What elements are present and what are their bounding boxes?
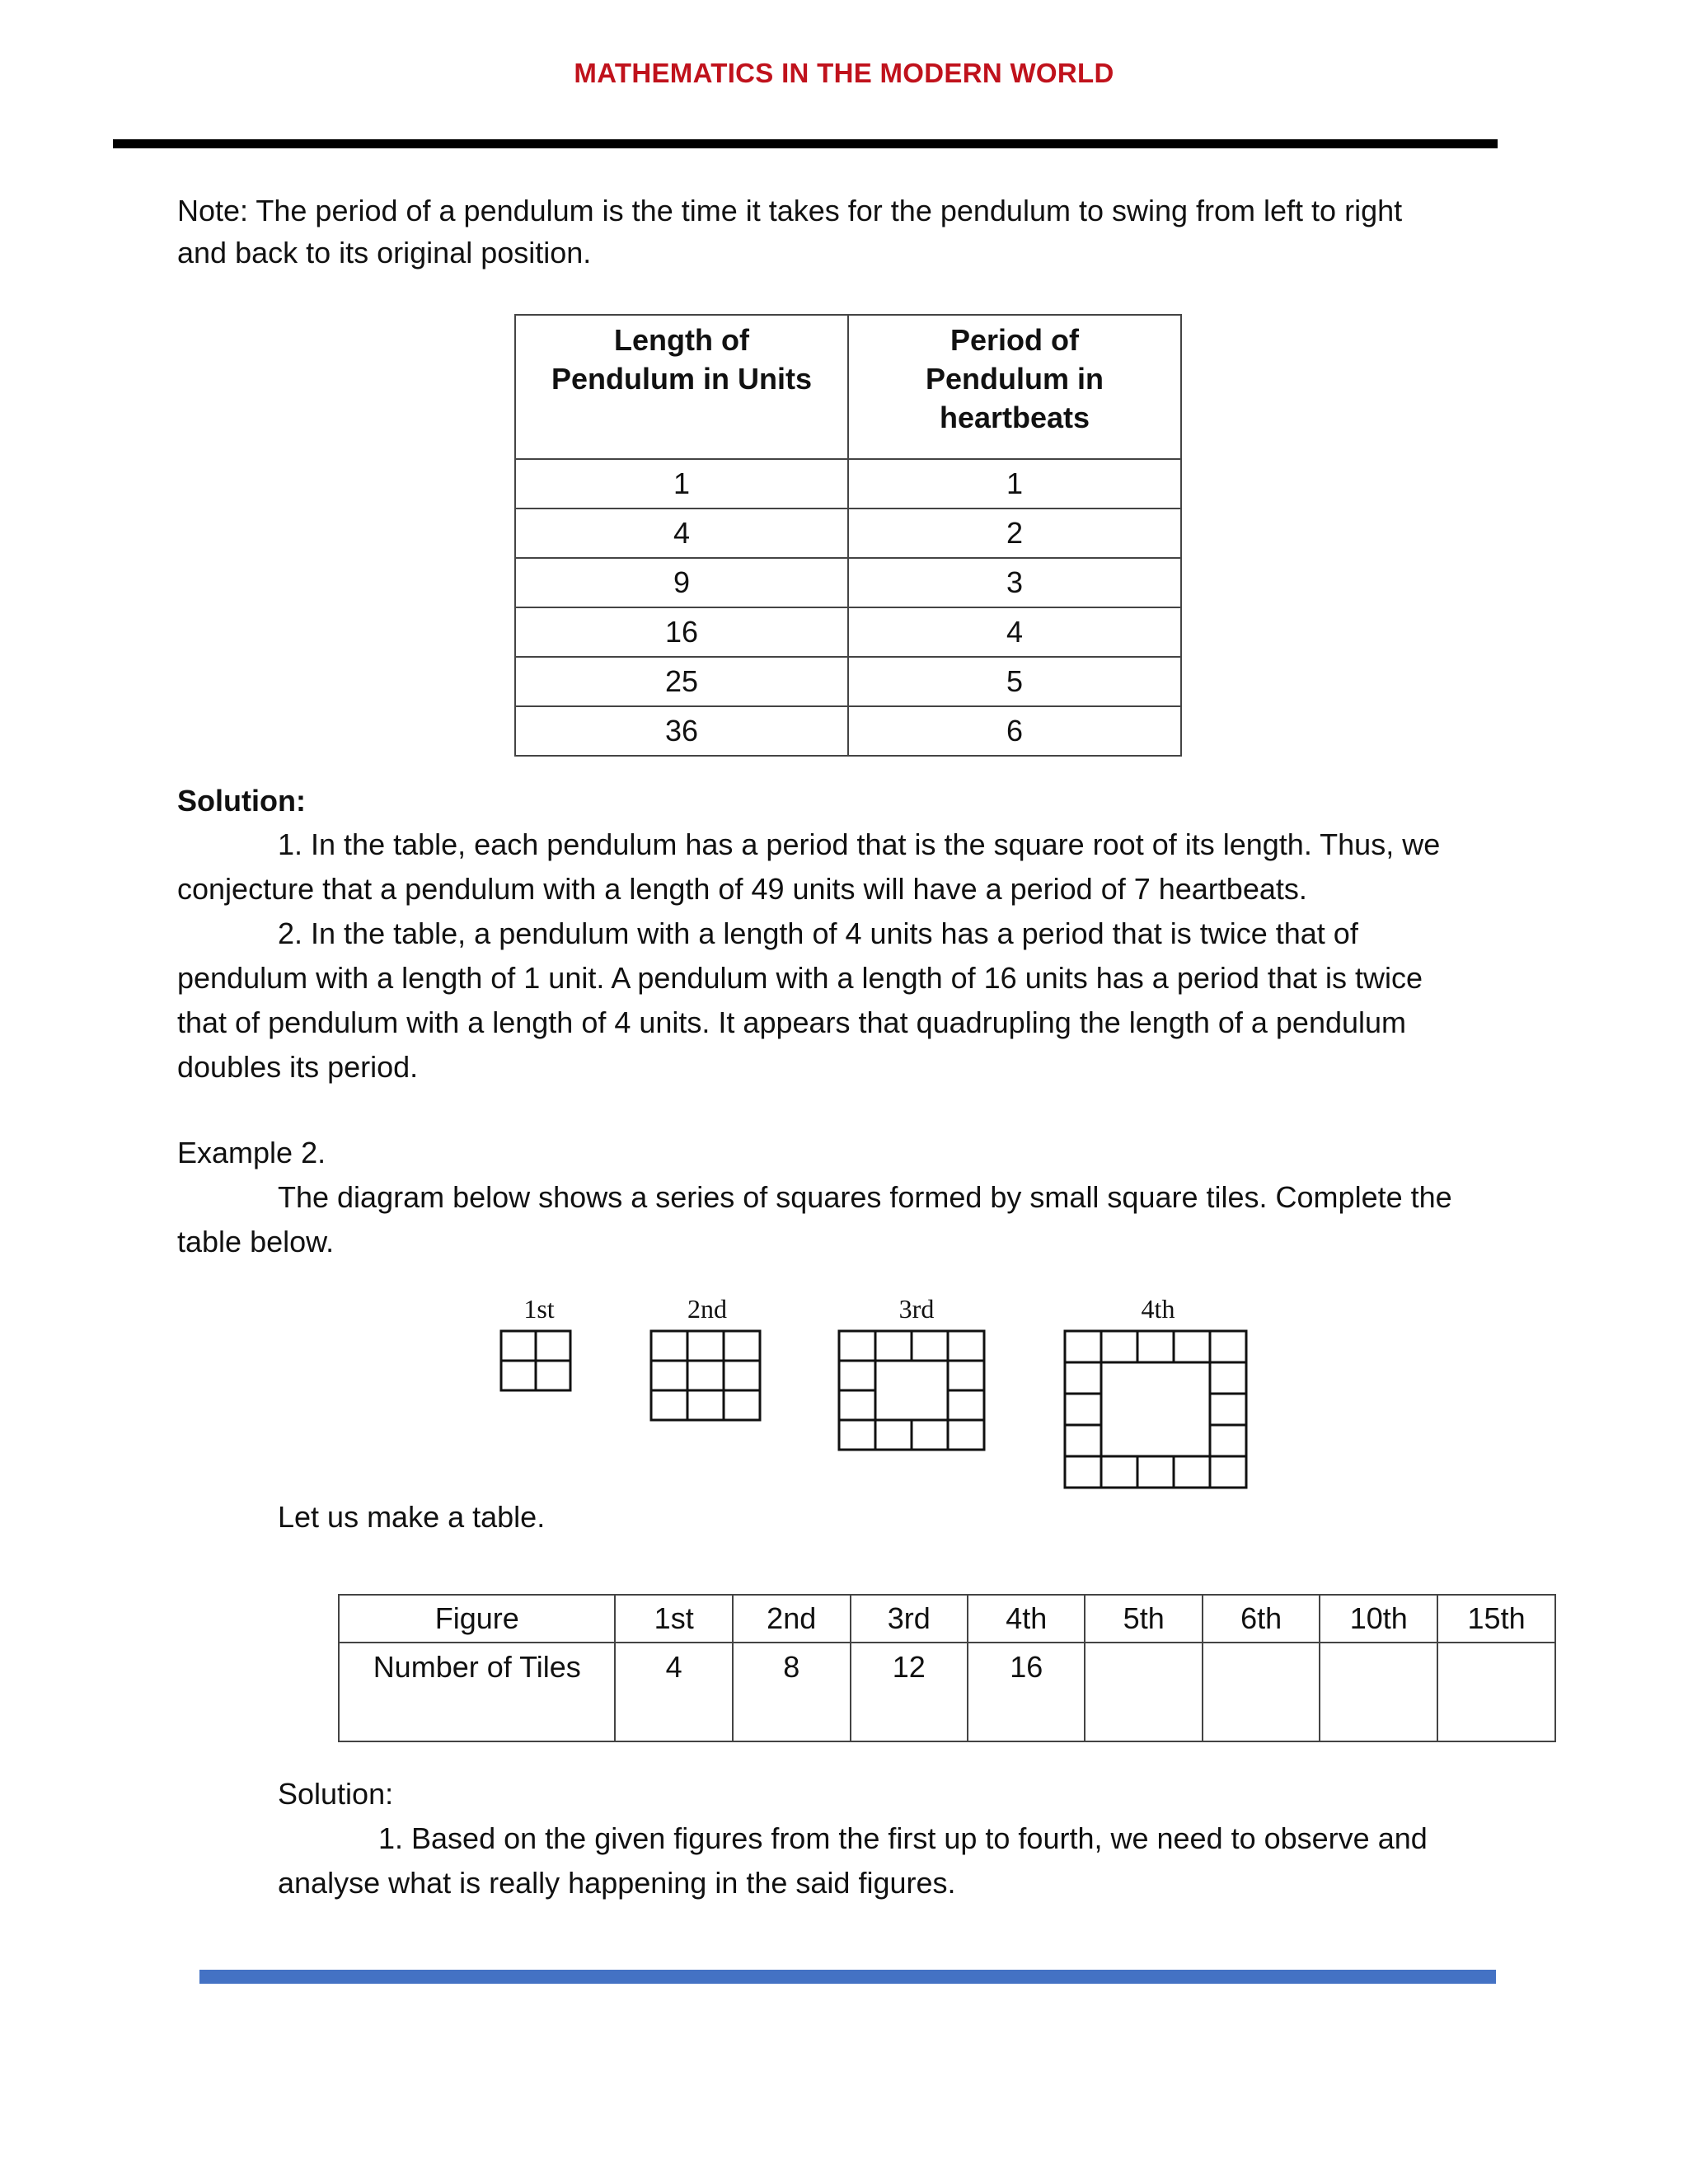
table-row [515, 509, 1181, 558]
pendulum-table [514, 314, 1182, 757]
period-cell: 4 [848, 607, 1181, 657]
figure-2nd [651, 1331, 760, 1420]
solution-line: 1. In the table, each pendulum has a period that is the square root of its length. Thus, we [278, 827, 1441, 861]
period-cell: 2 [848, 509, 1181, 558]
period-cell: 6 [848, 706, 1181, 756]
solution-line: that of pendulum with a length of 4 units. It appears that quadrupling the length of a pendulum [177, 1005, 1407, 1039]
figure-3rd [839, 1331, 984, 1450]
length-cell: 4 [515, 509, 848, 558]
solution-line: 2. In the table, a pendulum with a length of 4 units has a period that is twice that of [278, 916, 1358, 950]
header-rule [113, 139, 1498, 148]
tiles-header-cell: Number of Tiles [339, 1643, 615, 1741]
tiles-count-cell: 4 [615, 1643, 732, 1741]
tiles-count-cell: 16 [968, 1643, 1085, 1741]
tiles-count-cell [1085, 1643, 1202, 1741]
figure-cell: 6th [1203, 1595, 1320, 1643]
figure-cell: 4th [968, 1595, 1085, 1643]
solution2-line: analyse what is really happening in the said figures. [278, 1866, 956, 1900]
tiles-count-cell [1320, 1643, 1437, 1741]
figure-4th [1065, 1331, 1246, 1488]
footer-rule [199, 1970, 1496, 1984]
solution-line: conjecture that a pendulum with a length of 49 units will have a period of 7 heartbeats. [177, 872, 1307, 906]
table-row [515, 657, 1181, 706]
note-line-2: and back to its original position. [177, 236, 592, 269]
page-header-title: MATHEMATICS IN THE MODERN WORLD [574, 58, 1114, 88]
solution2-heading: Solution: [278, 1777, 394, 1811]
tiles-table [338, 1594, 1556, 1742]
figure-cell: 5th [1085, 1595, 1202, 1643]
table-row [339, 1595, 1555, 1643]
tiles-count-cell: 8 [733, 1643, 851, 1741]
tile-figures-diagram [486, 1306, 1261, 1492]
header-period-line: heartbeats [939, 401, 1090, 434]
make-table-text: Let us make a table. [278, 1500, 546, 1534]
table-row [339, 1643, 1555, 1741]
pendulum-table-header [515, 315, 1181, 459]
tiles-count-cell [1437, 1643, 1555, 1741]
length-cell: 36 [515, 706, 848, 756]
tiles-count-cell [1203, 1643, 1320, 1741]
figure-label-1st: 1st [523, 1294, 555, 1324]
figure-label-3rd: 3rd [898, 1294, 935, 1324]
figure-1st [501, 1331, 570, 1390]
example-heading: Example 2. [177, 1136, 326, 1169]
solution2-line: 1. Based on the given figures from the first up to fourth, we need to observe and [378, 1821, 1428, 1855]
note-line-1: Note: The period of a pendulum is the time it takes for the pendulum to swing from left to right [177, 194, 1403, 227]
table-row [515, 558, 1181, 607]
example-line: table below. [177, 1225, 335, 1258]
solution-line: doubles its period. [177, 1050, 419, 1084]
figure-label-4th: 4th [1141, 1294, 1175, 1324]
header-period-line: Period of [950, 323, 1079, 357]
figure-cell: 10th [1320, 1595, 1437, 1643]
header-length [515, 315, 848, 459]
solution-line: pendulum with a length of 1 unit. A pendulum with a length of 16 units has a period that is twice [177, 961, 1423, 995]
header-length-line: Pendulum in Units [551, 362, 812, 396]
figure-cell: 2nd [733, 1595, 851, 1643]
length-cell: 9 [515, 558, 848, 607]
figure-cell: 1st [615, 1595, 732, 1643]
table-row [515, 706, 1181, 756]
figure-label-2nd: 2nd [687, 1294, 727, 1324]
header-length-line: Length of [614, 323, 749, 357]
example-line: The diagram below shows a series of squares formed by small square tiles. Complete the [278, 1180, 1452, 1214]
solution-heading: Solution: [177, 784, 306, 818]
tiles-count-cell: 12 [851, 1643, 968, 1741]
header-period-line: Pendulum in [926, 362, 1104, 396]
period-cell: 5 [848, 657, 1181, 706]
length-cell: 1 [515, 459, 848, 509]
table-row [515, 607, 1181, 657]
length-cell: 25 [515, 657, 848, 706]
figure-header-cell: Figure [339, 1595, 615, 1643]
figure-cell: 3rd [851, 1595, 968, 1643]
period-cell: 1 [848, 459, 1181, 509]
period-cell: 3 [848, 558, 1181, 607]
length-cell: 16 [515, 607, 848, 657]
table-row [515, 459, 1181, 509]
figure-cell: 15th [1437, 1595, 1555, 1643]
header-period [848, 315, 1181, 459]
